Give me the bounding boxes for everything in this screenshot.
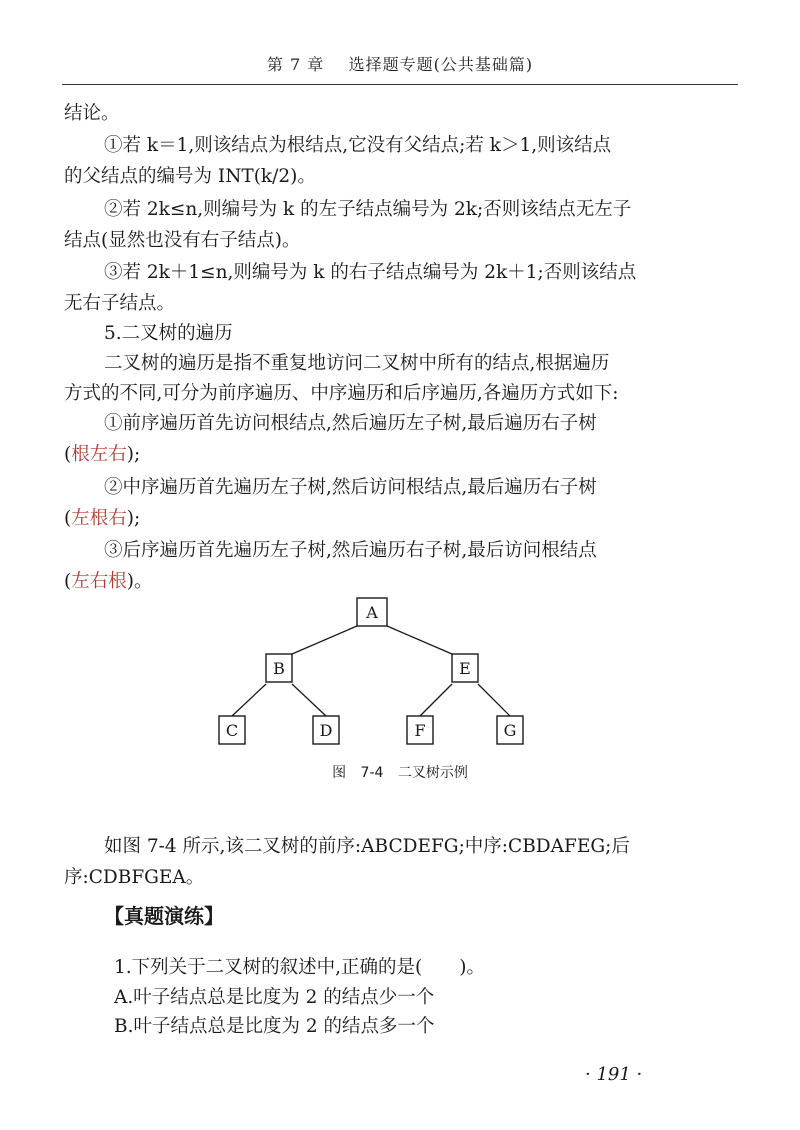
caption-text: 二叉树示例 xyxy=(397,765,468,781)
highlight-root: 根 xyxy=(108,571,127,592)
example-line: 如图 7-4 所示,该二叉树的前序:ABCDEFG;中序:CBDAFEG;后 xyxy=(104,836,630,857)
text-line: ③后序遍历首先遍历左子树,然后遍历右子树,最后访问根结点 xyxy=(104,540,597,561)
page-number: · 191 · xyxy=(585,1064,643,1085)
text-line: ①前序遍历首先访问根结点,然后遍历左子树,最后遍历右子树 xyxy=(104,413,597,434)
tree-node-e: E xyxy=(459,659,471,678)
chapter-label: 第 7 章 xyxy=(266,55,325,74)
text-line: 结论。 xyxy=(64,103,120,124)
option-b: B.叶子结点总是比度为 2 的结点多一个 xyxy=(114,1016,435,1037)
running-header xyxy=(0,52,800,75)
text-line: ①若 k＝1,则该结点为根结点,它没有父结点;若 k＞1,则该结点 xyxy=(104,135,612,156)
text-line: ②若 2k≤n,则编号为 k 的左子结点编号为 2k;否则该结点无左子 xyxy=(104,199,632,220)
text-line: 的父结点的编号为 INT(k/2)。 xyxy=(64,166,316,187)
highlight-root: 根 xyxy=(71,444,90,465)
tree-edge xyxy=(292,684,326,716)
tree-node-b: B xyxy=(273,659,285,678)
option-a: A.叶子结点总是比度为 2 的结点少一个 xyxy=(114,987,435,1008)
text-line: 无右子结点。 xyxy=(64,293,176,314)
traversal-note: (根左右); xyxy=(64,444,141,465)
tree-node-f: F xyxy=(414,721,426,740)
chapter-title: 选择题专题(公共基础篇) xyxy=(348,55,534,74)
traversal-note: (左右根)。 xyxy=(64,571,153,592)
tree-node-a: A xyxy=(366,603,378,622)
text-line: 结点(显然也没有右子结点)。 xyxy=(64,230,301,251)
tree-node-g: G xyxy=(503,721,517,740)
text-line: 方式的不同,可分为前序遍历、中序遍历和后序遍历,各遍历方式如下: xyxy=(64,383,619,404)
text-line: 二叉树的遍历是指不重复地访问二叉树中所有的结点,根据遍历 xyxy=(104,353,610,374)
tree-edge xyxy=(232,684,266,716)
binary-tree-figure xyxy=(0,590,800,760)
caption-number: 图 7-4 xyxy=(332,765,384,781)
highlight-root: 根 xyxy=(89,508,109,529)
tree-node-c: C xyxy=(225,721,239,740)
practice-heading: 【真题演练】 xyxy=(104,904,224,928)
tree-edge xyxy=(292,626,357,654)
tree-node-d: D xyxy=(319,721,333,740)
traversal-note: (左根右); xyxy=(64,508,141,529)
tree-edge xyxy=(387,626,452,654)
text-line: ③若 2k＋1≤n,则编号为 k 的右子结点编号为 2k＋1;否则该结点 xyxy=(104,262,637,283)
example-line: 序:CDBFGEA。 xyxy=(64,867,205,888)
tree-edge xyxy=(478,684,510,716)
figure-caption xyxy=(0,762,800,782)
tree-edge xyxy=(420,684,452,716)
section-heading: 5.二叉树的遍历 xyxy=(104,323,233,344)
question-text: 1.下列关于二叉树的叙述中,正确的是( )。 xyxy=(114,957,485,978)
text-line: ②中序遍历首先遍历左子树,然后访问根结点,最后遍历右子树 xyxy=(104,477,597,498)
header-rule xyxy=(62,84,738,85)
